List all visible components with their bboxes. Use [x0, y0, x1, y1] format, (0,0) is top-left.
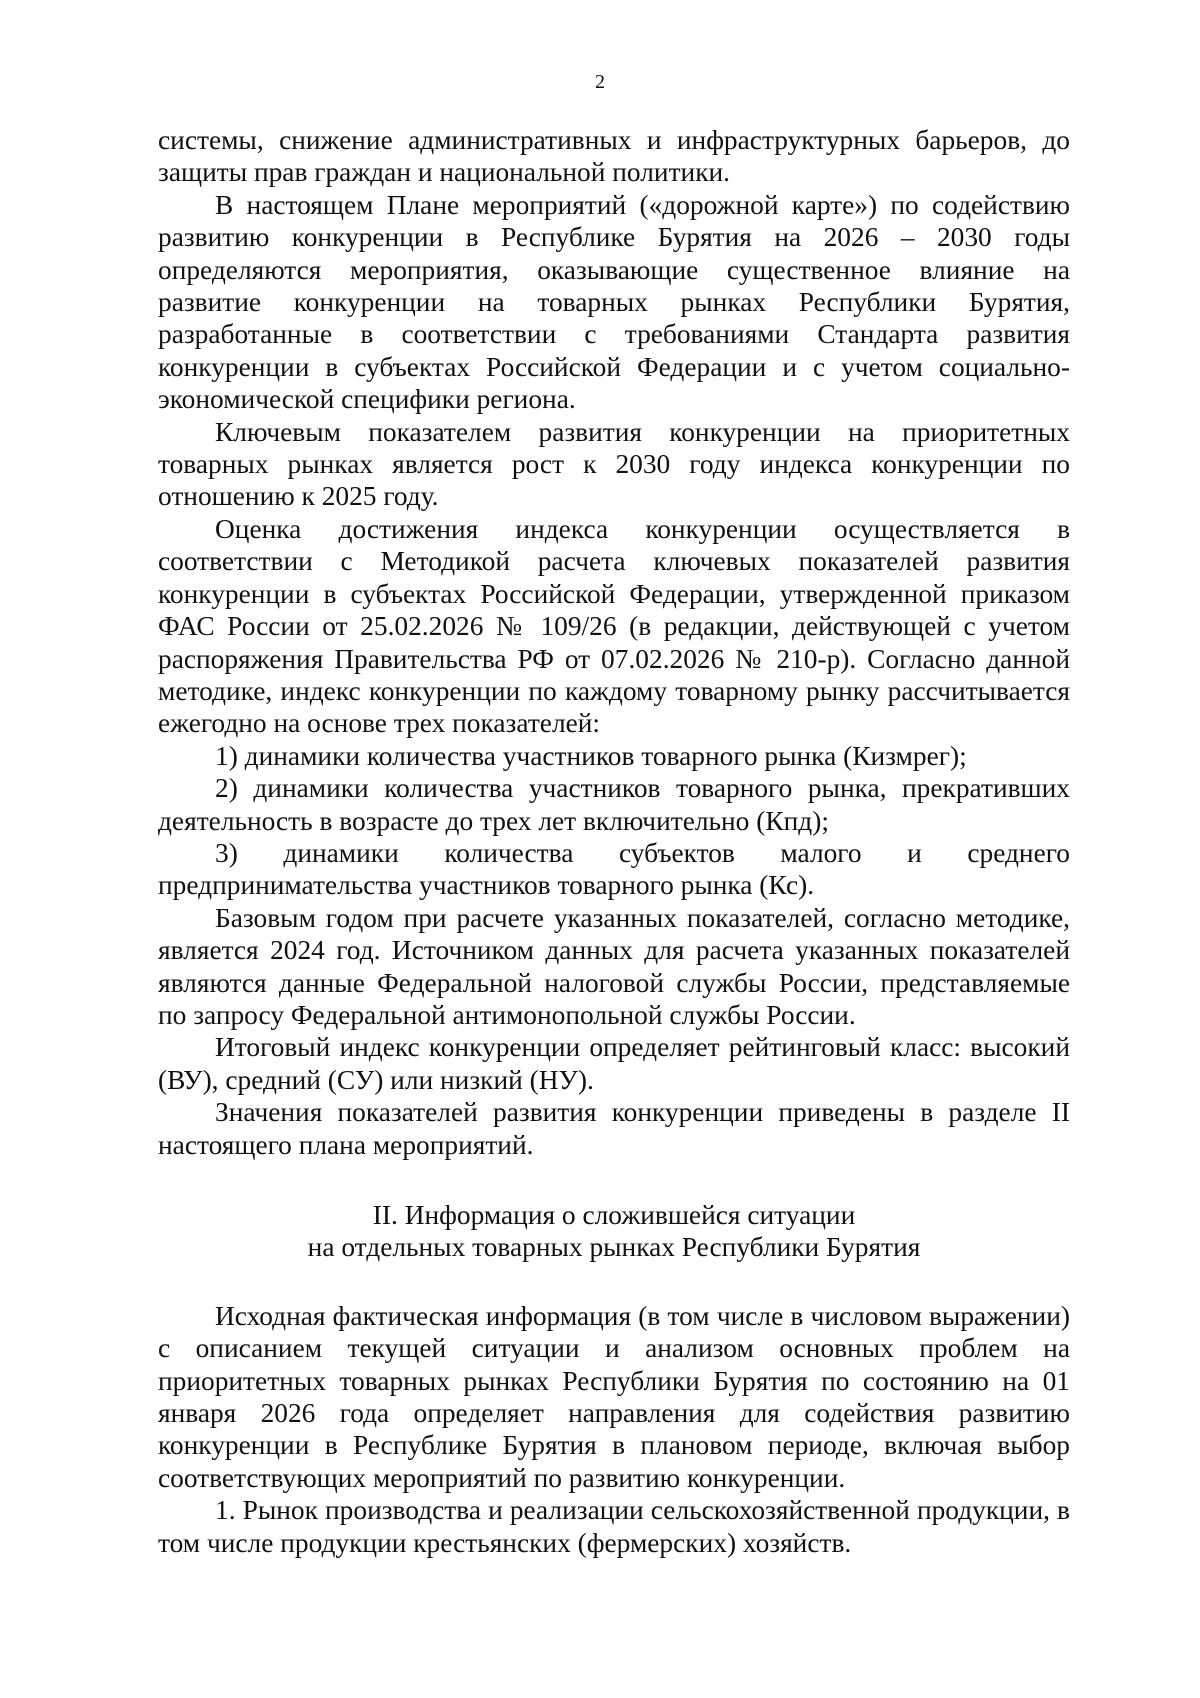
page-number: 2 [595, 71, 605, 93]
list-item-indicator-1: 1) динамики количества участников товарного рынка (Кизмрег); [215, 740, 967, 771]
paragraph-assessment-method: Оценка достижения индекса конкуренции осуществляется в соответствии с Методикой расчета ключевых показателей развития конкуренции в субъектах Российской Федерации, утвержденной приказом ФАС России от 25.02.2026 № 109/26 (в редакции, действующей с учетом распоряжения Правительства РФ от 07.02.2026 № 210-р). Согласно данной методике, индекс конкуренции по каждому товарному рынку рассчитывается ежегодно на основе трех показателей: [158, 513, 1070, 739]
document-body [158, 124, 1070, 1559]
paragraph-plan-description: В настоящем Плане мероприятий («дорожной карте») по содействию развитию конкуренции в Республике Бурятия на 2026 – 2030 годы определяются мероприятия, оказывающие существенное влияние на развитие конкуренции на товарных рынках Республики Бурятия, разработанные в соответствии с требованиями Стандарта развития конкуренции в субъектах Российской Федерации и с учетом социально-экономической специфики региона. [158, 189, 1070, 415]
paragraph-market-1: 1. Рынок производства и реализации сельскохозяйственной продукции, в том числе продукции крестьянских (фермерских) хозяйств. [158, 1495, 1070, 1558]
list-item-indicator-3: 3) динамики количества субъектов малого и среднего предпринимательства участников товарного рынка (Кс). [158, 837, 1070, 901]
section-heading [158, 1199, 1070, 1264]
paragraph-continuation: системы, снижение административных и инфраструктурных барьеров, до защиты прав граждан и национальной политики. [158, 125, 1070, 188]
paragraph-base-year: Базовым годом при расчете указанных показателей, согласно методике, является 2024 год. Источником данных для расчета указанных показателей являются данные Федеральной налоговой службы России, представляемые по запросу Федеральной антимонопольной службы России. [158, 902, 1070, 1030]
section-heading-line-1: II. Информация о сложившейся ситуации [372, 1200, 856, 1230]
paragraph-initial-information: Исходная фактическая информация (в том числе в числовом выражении) с описанием текущей ситуации и анализом основных проблем на приоритетных товарных рынках Республики Бурятия по состоянию на 01 января 2026 года определяет направления для содействия развитию конкуренции в Республике Бурятия в плановом периоде, включая выбор соответствующих мероприятий по развитию конкуренции. [158, 1300, 1070, 1493]
paragraph-indicator-values: Значения показателей развития конкуренции приведены в разделе II настоящего плана мероприятий. [158, 1097, 1070, 1160]
list-item-indicator-2: 2) динамики количества участников товарного рынка, прекративших деятельность в возрасте до трех лет включительно (Кпд); [158, 773, 1070, 836]
paragraph-key-indicator: Ключевым показателем развития конкуренции на приоритетных товарных рынках является рост к 2030 году индекса конкуренции по отношению к 2025 году. [158, 416, 1070, 512]
section-heading-line-2: на отдельных товарных рынках Республики Бурятия [307, 1232, 921, 1263]
paragraph-rating-class: Итоговый индекс конкуренции определяет рейтинговый класс: высокий (ВУ), средний (СУ) или низкий (НУ). [158, 1032, 1070, 1095]
